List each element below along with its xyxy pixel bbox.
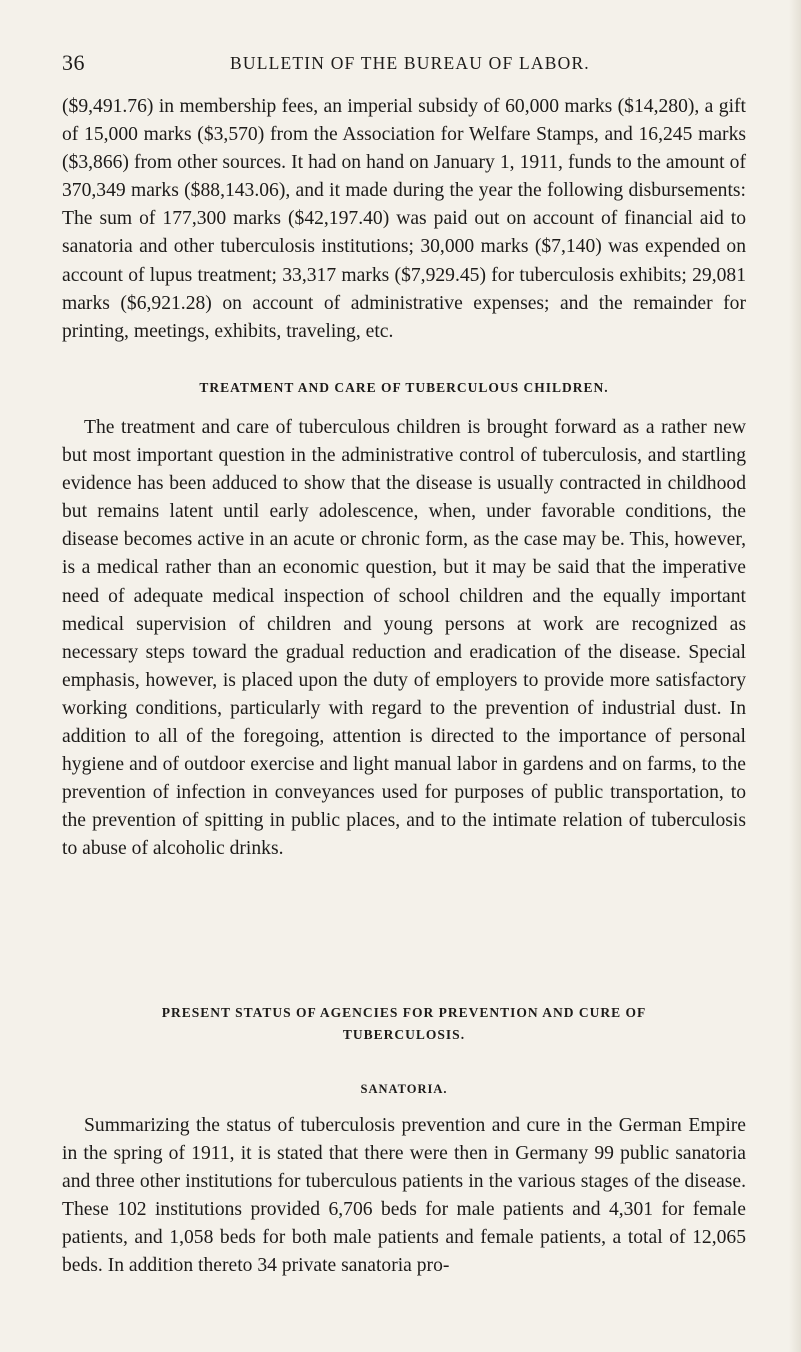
paragraph-treatment-of-children: The treatment and care of tuberculous children is brought forward as a rather new but most important question in the administrative control of tuberculosis, and startling evidence has been adduced to show that the disease is usually contracted in childhood but remains latent until early adolescence, when, under favorable conditions, the disease becomes active in an acute or chronic form, as the case may be. This, however, is a medical rather than an economic question, but it may be said that the imperative need of adequate medical inspection of school children and the equally important medical supervision of children and young persons at work are recognized as necessary steps toward the gradual reduction and eradication of the disease. Special emphasis, however, is placed upon the duty of employers to provide more satisfactory working conditions, particularly with regard to the prevention of industrial dust. In addition to all of the foregoing, attention is directed to the importance of personal hygiene and of outdoor exercise and light manual labor in gardens and on farms, to the prevention of infection in conveyances used for purposes of public transportation, to the prevention of spitting in public places, and to the intimate relation of tuberculosis to abuse of alcoholic drinks. — [62, 417, 746, 860]
running-head: BULLETIN OF THE BUREAU OF LABOR. — [230, 53, 590, 73]
paragraph-financial-summary: ($9,491.76) in membership fees, an imperial subsidy of 60,000 marks ($14,280), a gift of 15,000 marks ($3,570) from the Association for Welfare Stamps, and 16,245 marks ($3,866) from other sources. It had on hand on January 1, 1911, funds to the amount of 370,349 marks ($88,143.06), and it made during the year the following disbursements: The sum of 177,300 marks ($42,197.40) was paid out on account of financial aid to sanatoria and other tuberculosis institutions; 30,000 marks ($7,140) was expended on account of lupus treatment; 33,317 marks ($7,929.45) for tuberculosis exhibits; 29,081 marks ($6,921.28) on account of administrative expenses; and the remainder for printing, meetings, exhibits, traveling, etc. — [62, 96, 746, 342]
heading-present-status-line1: PRESENT STATUS OF AGENCIES FOR PREVENTION AND CURE OF — [161, 1005, 647, 1020]
page-header — [62, 50, 742, 80]
subheading-sanatoria: SANATORIA. — [360, 1082, 448, 1096]
heading-present-status — [62, 1002, 746, 1046]
page-number: 36 — [62, 50, 85, 75]
heading-treatment-of-children: TREATMENT AND CARE OF TUBERCULOUS CHILDREN. — [199, 380, 609, 395]
page-edge-shadow — [789, 0, 801, 1352]
heading-present-status-line2: TUBERCULOSIS. — [342, 1027, 466, 1042]
paragraph-sanatoria-summary: Summarizing the status of tuberculosis prevention and cure in the German Empire in the spring of 1911, it is stated that there were then in Germany 99 public sanatoria and three other institutions for tuberculous patients in the various stages of the disease. These 102 institutions provided 6,706 beds for male patients and 4,301 for female patients, and 1,058 beds for both male patients and female patients, a total of 12,065 beds. In addition thereto 34 private sanatoria pro- — [62, 1115, 746, 1277]
